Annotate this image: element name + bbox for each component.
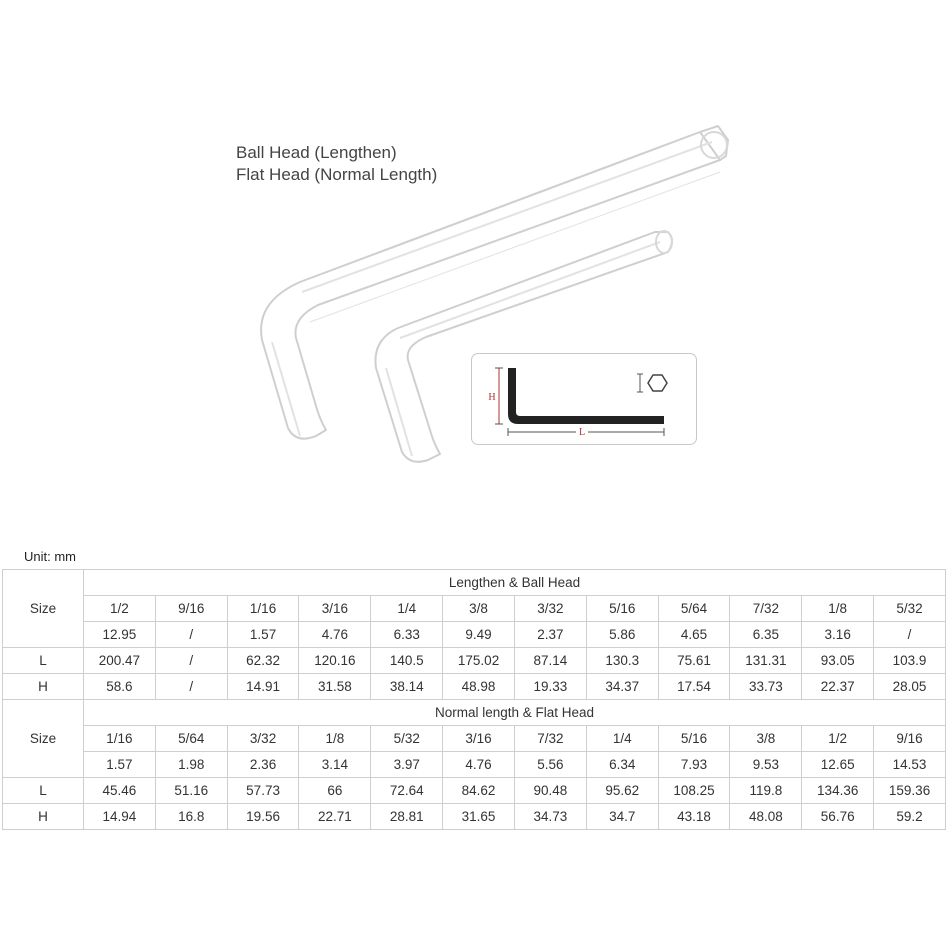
metric-cell: 12.65 [802,752,874,778]
caption-flat-head: Flat Head (Normal Length) [236,165,438,184]
size-cell: 7/32 [730,596,802,622]
length-cell: 62.32 [227,648,299,674]
height-label: H [3,674,84,700]
section-title: Normal length & Flat Head [84,700,946,726]
height-cell: 22.37 [802,674,874,700]
product-caption [236,142,437,186]
metric-cell: 9.49 [443,622,515,648]
length-cell: 175.02 [443,648,515,674]
height-cell: / [155,674,227,700]
length-cell: 120.16 [299,648,371,674]
length-cell: 200.47 [84,648,156,674]
height-cell: 19.56 [227,804,299,830]
hex-key-silhouette [508,368,664,424]
size-cell: 1/4 [371,596,443,622]
metric-cell: 5.86 [586,622,658,648]
section-title-row [3,570,946,596]
size-cell: 9/16 [874,726,946,752]
metric-cell: 2.37 [514,622,586,648]
length-label: L [3,778,84,804]
size-table [2,569,946,830]
length-cell: 159.36 [874,778,946,804]
metric-cell: 6.33 [371,622,443,648]
height-cell: 34.7 [586,804,658,830]
length-cell: 119.8 [730,778,802,804]
section-title-row [3,700,946,726]
height-label: H [3,804,84,830]
section-title: Lengthen & Ball Head [84,570,946,596]
height-cell: 16.8 [155,804,227,830]
length-cell: 134.36 [802,778,874,804]
length-cell: 93.05 [802,648,874,674]
metric-cell: / [874,622,946,648]
dimension-diagram [471,353,697,445]
metric-cell: 4.76 [443,752,515,778]
dimension-drawing [472,354,696,444]
metric-cell: / [155,622,227,648]
height-cell: 38.14 [371,674,443,700]
size-cell: 3/16 [443,726,515,752]
caption-ball-head: Ball Head (Lengthen) [236,143,397,162]
size-cell: 9/16 [155,596,227,622]
length-cell: 72.64 [371,778,443,804]
height-cell: 17.54 [658,674,730,700]
size-cell: 5/32 [371,726,443,752]
height-cell: 33.73 [730,674,802,700]
height-cell: 28.81 [371,804,443,830]
height-cell: 48.98 [443,674,515,700]
metric-cell: 6.35 [730,622,802,648]
size-row [3,596,946,622]
metric-cell: 1.57 [84,752,156,778]
length-cell: 57.73 [227,778,299,804]
height-cell: 48.08 [730,804,802,830]
height-cell: 56.76 [802,804,874,830]
length-cell: 84.62 [443,778,515,804]
metric-size-row [3,752,946,778]
metric-cell: 4.76 [299,622,371,648]
length-cell: 75.61 [658,648,730,674]
metric-cell: 7.93 [658,752,730,778]
length-cell: 90.48 [514,778,586,804]
metric-cell: 9.53 [730,752,802,778]
height-cell: 14.94 [84,804,156,830]
metric-cell: 14.53 [874,752,946,778]
height-cell: 43.18 [658,804,730,830]
length-label: L [3,648,84,674]
metric-cell: 6.34 [586,752,658,778]
metric-cell: 4.65 [658,622,730,648]
size-cell: 3/16 [299,596,371,622]
l-label: L [578,427,586,438]
height-row [3,804,946,830]
size-cell: 1/8 [802,596,874,622]
length-row [3,778,946,804]
size-cell: 5/16 [658,726,730,752]
height-cell: 31.58 [299,674,371,700]
length-cell: 87.14 [514,648,586,674]
height-cell: 59.2 [874,804,946,830]
length-cell: 45.46 [84,778,156,804]
length-cell: 66 [299,778,371,804]
length-cell: 130.3 [586,648,658,674]
size-cell: 1/4 [586,726,658,752]
metric-cell: 1.98 [155,752,227,778]
unit-label: Unit: mm [24,549,76,564]
height-row [3,674,946,700]
height-cell: 14.91 [227,674,299,700]
size-label-cell: Size [3,570,84,648]
length-cell: 108.25 [658,778,730,804]
metric-cell: 12.95 [84,622,156,648]
size-label-cell: Size [3,700,84,778]
height-cell: 19.33 [514,674,586,700]
length-row [3,648,946,674]
length-cell: / [155,648,227,674]
metric-cell: 2.36 [227,752,299,778]
size-cell: 7/32 [514,726,586,752]
height-cell: 58.6 [84,674,156,700]
metric-cell: 1.57 [227,622,299,648]
metric-cell: 3.97 [371,752,443,778]
size-cell: 3/32 [514,596,586,622]
size-cell: 1/2 [802,726,874,752]
height-cell: 28.05 [874,674,946,700]
size-cell: 1/16 [227,596,299,622]
size-cell: 1/16 [84,726,156,752]
height-cell: 31.65 [443,804,515,830]
metric-size-row [3,622,946,648]
size-cell: 1/8 [299,726,371,752]
size-cell: 1/2 [84,596,156,622]
size-cell: 5/16 [586,596,658,622]
height-cell: 34.73 [514,804,586,830]
size-cell: 3/8 [730,726,802,752]
height-cell: 34.37 [586,674,658,700]
size-cell: 3/8 [443,596,515,622]
length-cell: 140.5 [371,648,443,674]
h-label: H [488,392,496,403]
length-cell: 95.62 [586,778,658,804]
metric-cell: 5.56 [514,752,586,778]
size-row [3,726,946,752]
length-cell: 131.31 [730,648,802,674]
height-cell: 22.71 [299,804,371,830]
size-cell: 5/32 [874,596,946,622]
metric-cell: 3.14 [299,752,371,778]
size-cell: 3/32 [227,726,299,752]
size-cell: 5/64 [658,596,730,622]
size-cell: 5/64 [155,726,227,752]
hex-cross-section-icon [637,374,667,392]
length-cell: 51.16 [155,778,227,804]
metric-cell: 3.16 [802,622,874,648]
length-cell: 103.9 [874,648,946,674]
